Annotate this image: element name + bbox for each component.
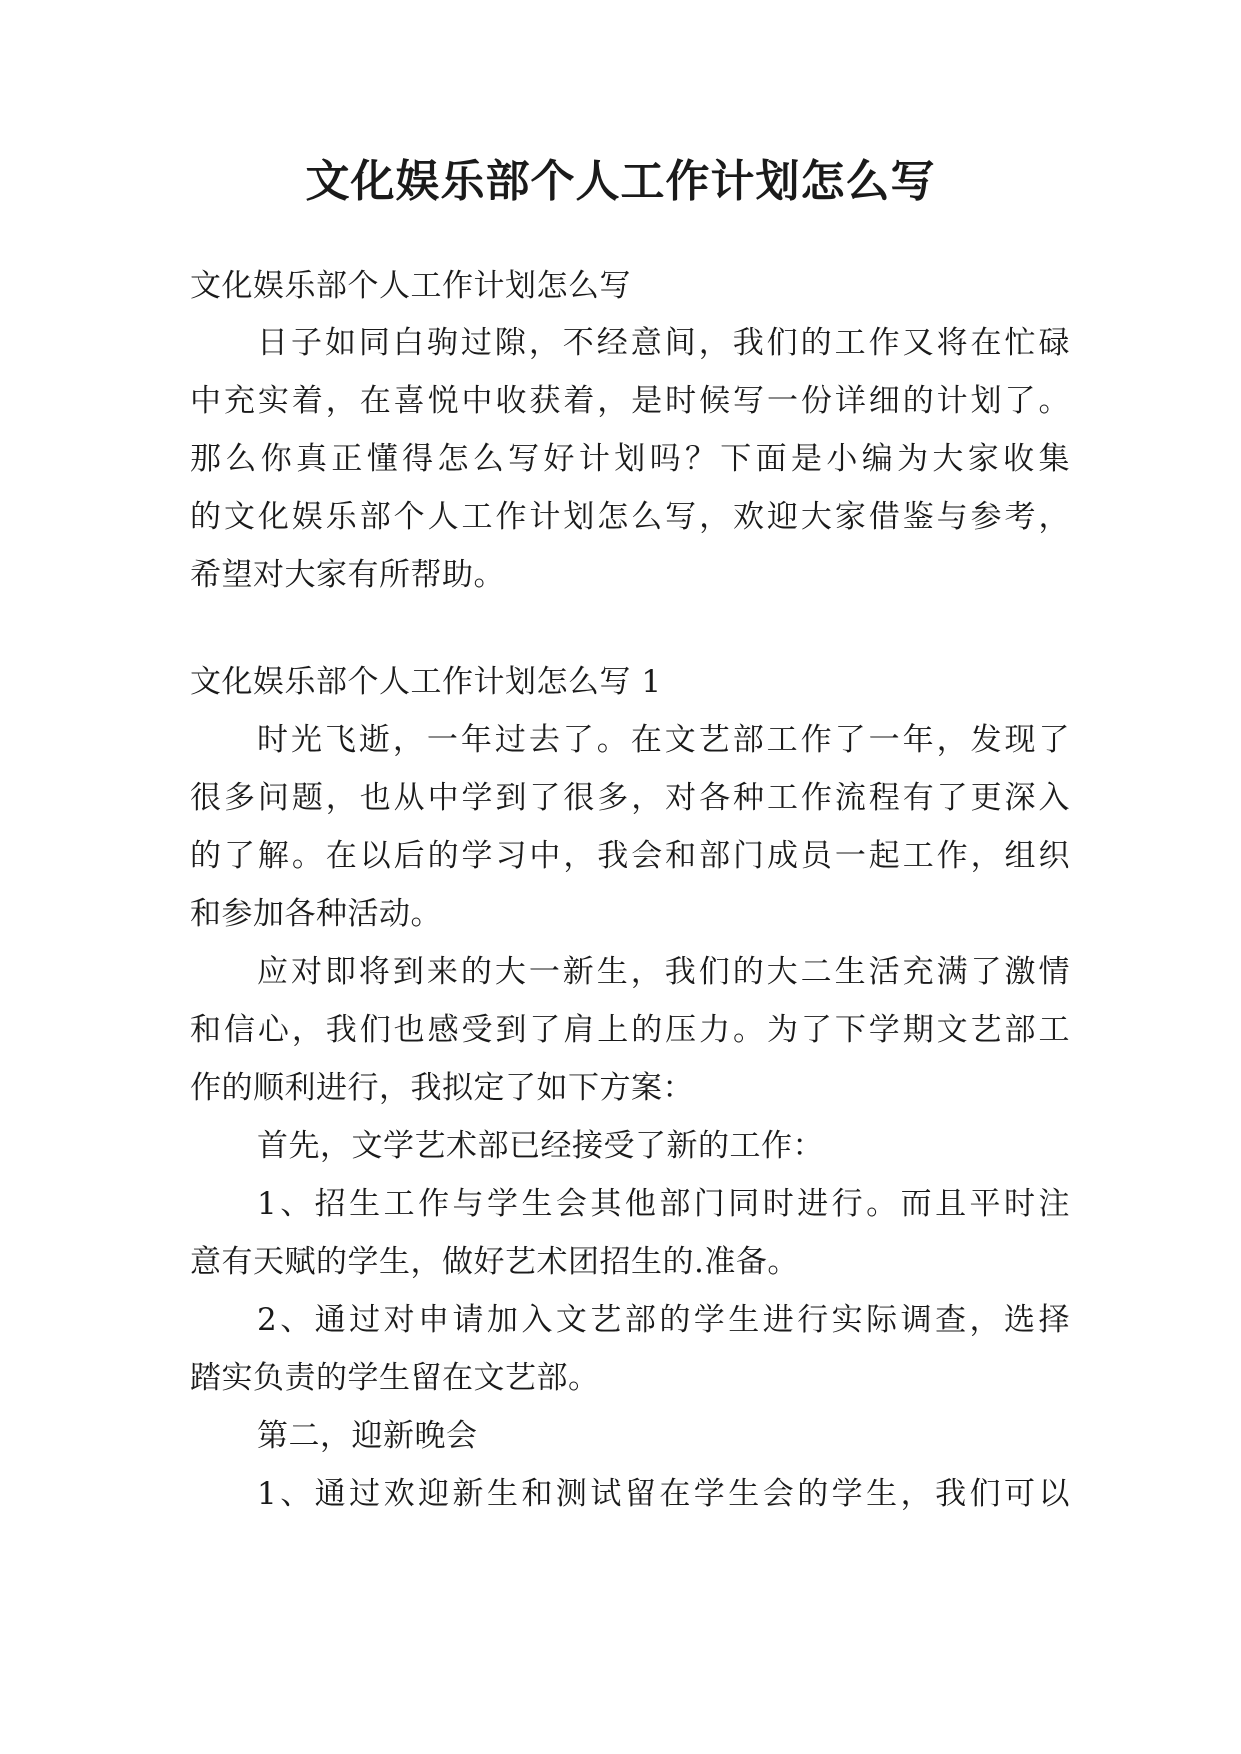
paragraph-line: 和参加各种活动。 (190, 896, 442, 932)
section-heading: 文化娱乐部个人工作计划怎么写 1 (190, 664, 662, 700)
paragraph-line: 首先，文学艺术部已经接受了新的工作： (257, 1128, 824, 1164)
paragraph-line: 中充实着，在喜悦中收获着，是时候写一份详细的计划了。 (190, 383, 1070, 419)
paragraph-line: 意有天赋的学生，做好艺术团招生的.准备。 (190, 1244, 799, 1280)
paragraph-line: 的了解。在以后的学习中，我会和部门成员一起工作，组织 (190, 838, 1070, 874)
paragraph-line: 时光飞逝，一年过去了。在文艺部工作了一年，发现了 (257, 722, 1070, 758)
paragraph-line: 2、通过对申请加入文艺部的学生进行实际调查，选择 (257, 1302, 1070, 1338)
paragraph-line: 应对即将到来的大一新生，我们的大二生活充满了激情 (257, 954, 1070, 990)
paragraph-line: 1、通过欢迎新生和测试留在学生会的学生，我们可以 (257, 1476, 1070, 1512)
document-title: 文化娱乐部个人工作计划怎么写 (305, 156, 936, 207)
paragraph-line: 踏实负责的学生留在文艺部。 (190, 1360, 600, 1396)
paragraph-line: 希望对大家有所帮助。 (190, 557, 505, 593)
paragraph-line: 那么你真正懂得怎么写好计划吗？下面是小编为大家收集 (190, 441, 1070, 477)
document-subtitle: 文化娱乐部个人工作计划怎么写 (190, 268, 631, 304)
paragraph-line: 日子如同白驹过隙，不经意间，我们的工作又将在忙碌 (257, 325, 1070, 361)
paragraph-line: 1、招生工作与学生会其他部门同时进行。而且平时注 (257, 1186, 1070, 1222)
paragraph-line: 和信心，我们也感受到了肩上的压力。为了下学期文艺部工 (190, 1012, 1070, 1048)
paragraph-line: 很多问题，也从中学到了很多，对各种工作流程有了更深入 (190, 780, 1070, 816)
paragraph-line: 作的顺利进行，我拟定了如下方案： (190, 1070, 694, 1106)
paragraph-line: 第二，迎新晚会 (257, 1418, 478, 1454)
paragraph-line: 的文化娱乐部个人工作计划怎么写，欢迎大家借鉴与参考， (190, 499, 1070, 535)
